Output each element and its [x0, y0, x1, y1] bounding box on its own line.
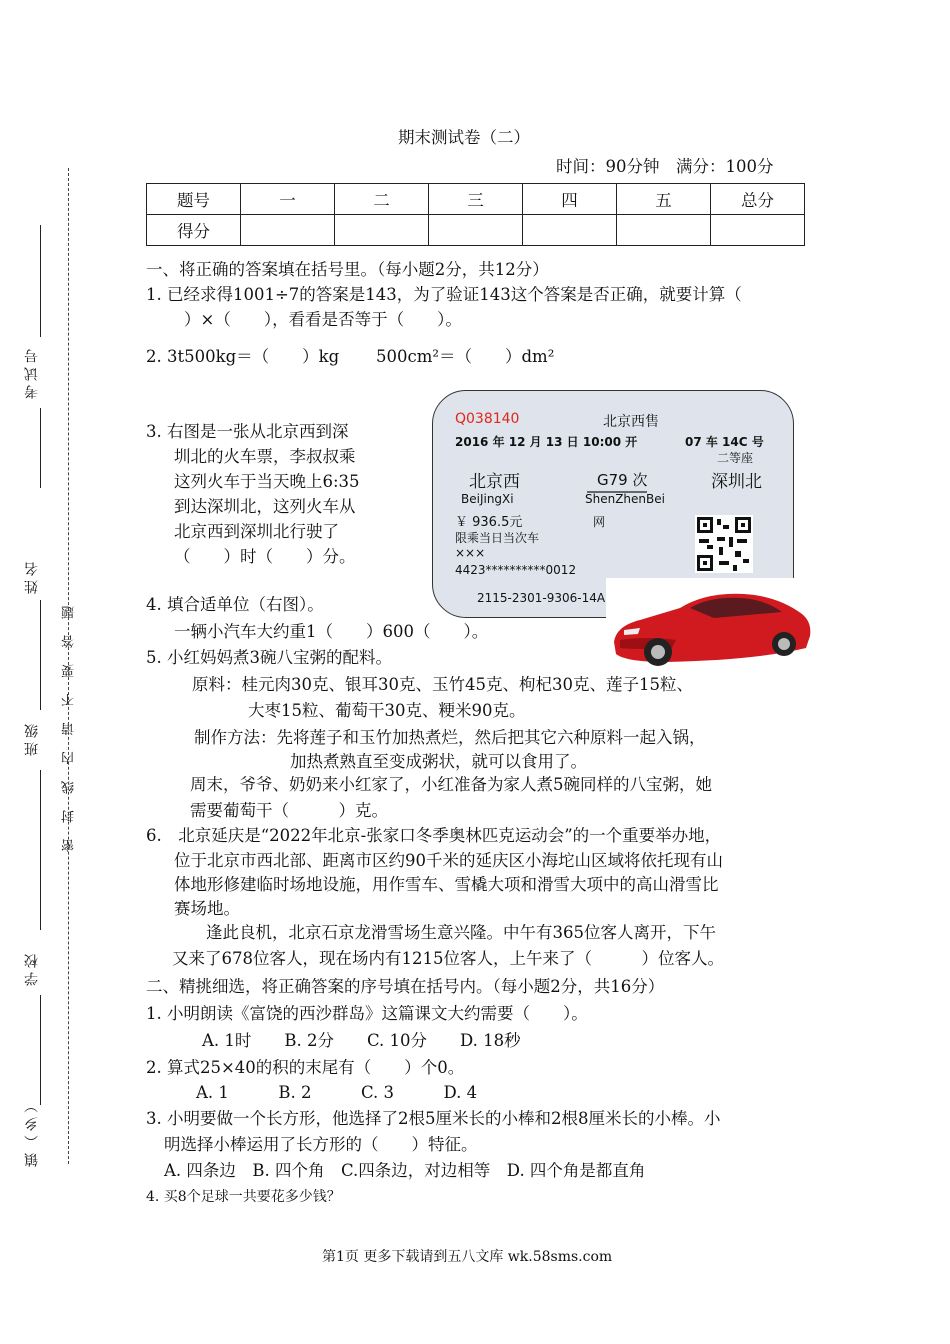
side-line-kaohao-2 — [40, 408, 42, 488]
s2-q3-options: A. 四条边 B. 四个角 C.四条边，对边相等 D. 四个角是都直角 — [164, 1161, 646, 1180]
score-cell: 得分 — [147, 215, 241, 246]
score-cell: 题号 — [147, 184, 241, 215]
s2-q4: 4. 买8个足球一共要花多少钱？ — [146, 1189, 341, 1205]
side-label-xuexiao: 学校 — [24, 950, 40, 986]
score-input-cell[interactable] — [523, 215, 617, 246]
s1-q6-line1: 6. 北京延庆是“2022年北京-张家口冬季奥林匹克运动会”的一个重要举办地， — [146, 826, 722, 845]
score-cell: 五 — [617, 184, 711, 215]
score-input-cell[interactable] — [429, 215, 523, 246]
score-cell: 三 — [429, 184, 523, 215]
red-car-image — [606, 578, 818, 672]
score-input-cell[interactable] — [241, 215, 335, 246]
side-line-xingming — [40, 600, 42, 710]
s2-q1: 1. 小明朗读《富饶的西沙群岛》这篇课文大约需要（ ）。 — [146, 1004, 588, 1023]
side-label-banji: 班级 — [24, 720, 40, 756]
score-table-header-row — [147, 184, 805, 215]
ticket-note: 限乘当日当次车 — [455, 531, 540, 545]
ticket-datetime: 2016 年 12 月 13 日 10:00 开 — [455, 435, 638, 449]
score-cell: 总分 — [711, 184, 805, 215]
ticket-name: ××× — [455, 546, 486, 560]
s1-q3-line: 到达深圳北，这列火车从 — [174, 497, 356, 516]
s2-q1-options: A. 1时 B. 2分 C. 10分 D. 18秒 — [202, 1031, 521, 1050]
section2-heading: 二、精挑细选，将正确答案的序号填在括号内。（每小题2分，共16分） — [146, 977, 665, 996]
score-input-cell[interactable] — [711, 215, 805, 246]
s1-q1-line1: 1. 已经求得1001÷7的答案是143，为了验证143这个答案是否正确，就要计算（ — [146, 285, 742, 304]
s1-q6-line5: 逢此良机，北京石京龙滑雪场生意兴隆。中午有365位客人离开，下午 — [206, 923, 716, 942]
ticket-seat-class: 二等座 — [717, 451, 754, 465]
s1-q5-line2: 原料：桂元肉30克、银耳30克、玉竹45克、枸杞30克、莲子15粒、 — [192, 675, 693, 694]
time-info: 时间：90分钟 满分：100分 — [556, 157, 774, 176]
seal-dashed-line — [68, 168, 69, 1164]
ticket-to-pinyin: ShenZhenBei — [585, 492, 665, 506]
ticket-net: 网 — [593, 515, 606, 529]
score-cell: 一 — [241, 184, 335, 215]
ticket-from-pinyin: BeiJingXi — [461, 492, 514, 506]
ticket-train: G79 次 — [597, 471, 648, 489]
s1-q5-line1: 5. 小红妈妈煮3碗八宝粥的配料。 — [146, 648, 392, 667]
s1-q3-line: 3. 右图是一张从北京西到深 — [146, 422, 349, 441]
s1-q2-a: 2. 3t500kg＝（ ）kg — [146, 347, 340, 366]
seal-line-note: 密 封 线 内 请 不 要 答 题 — [62, 600, 77, 853]
page-title: 期末测试卷（二） — [398, 128, 530, 147]
page-footer: 第1页 更多下载请到五八文库 wk.58sms.com — [322, 1249, 613, 1265]
s1-q4-line2: 一辆小汽车大约重1（ ）600（ ）。 — [174, 622, 489, 641]
qr-code-icon — [695, 515, 753, 573]
s1-q1-line2: ）×（ ），看看是否等于（ ）。 — [184, 310, 462, 329]
side-label-xingming: 姓名 — [24, 558, 40, 594]
score-cell: 二 — [335, 184, 429, 215]
s2-q2-options: A. 1 B. 2 C. 3 D. 4 — [196, 1083, 478, 1102]
score-input-cell[interactable] — [335, 215, 429, 246]
s1-q3-line: 北京西到深圳北行驶了 — [174, 522, 339, 541]
s1-q6-line2: 位于北京市西北部、距离市区约90千米的延庆区小海坨山区域将依托现有山 — [174, 851, 723, 870]
ticket-serial: 2115-2301-9306-14AD — [477, 591, 615, 605]
s1-q6-line4: 赛场地。 — [174, 899, 240, 918]
side-label-kaohao: 考试号 — [24, 345, 40, 399]
s1-q5-line6: 周末，爷爷、奶奶来小红家了，小红准备为家人煮5碗同样的八宝粥，她 — [190, 775, 712, 794]
ticket-seat: 07 车 14C 号 — [685, 435, 764, 449]
side-line-xuexiao — [40, 995, 42, 1105]
s1-q5-line7: 需要葡萄干（ ）克。 — [190, 801, 388, 820]
s1-q3-line: 这列火车于当天晚上6:35 — [174, 472, 360, 491]
side-line-kaohao — [40, 225, 42, 337]
score-table-score-row — [147, 215, 805, 246]
s2-q3-line1: 3. 小明要做一个长方形，他选择了2根5厘米长的小棒和2根8厘米长的小棒。小 — [146, 1109, 721, 1128]
score-input-cell[interactable] — [617, 215, 711, 246]
side-label-zhen: 镇（乡） — [24, 1095, 40, 1167]
section1-heading: 一、将正确的答案填在括号里。（每小题2分，共12分） — [146, 260, 549, 279]
score-cell: 四 — [523, 184, 617, 215]
s1-q3-line: 圳北的火车票，李叔叔乘 — [174, 447, 356, 466]
ticket-price: ￥ 936.5元 — [455, 515, 523, 530]
ticket-id: 4423**********0012 — [455, 563, 577, 577]
ticket-code: Q038140 — [455, 411, 520, 427]
s1-q3-line: （ ）时（ ）分。 — [174, 547, 356, 566]
ticket-seller: 北京西售 — [603, 414, 659, 430]
s1-q2-b: 500cm²＝（ ）dm² — [376, 347, 555, 366]
ticket-from: 北京西 — [469, 472, 520, 492]
ticket-to: 深圳北 — [711, 472, 762, 492]
s2-q3-line2: 明选择小棒运用了长方形的（ ）特征。 — [164, 1135, 478, 1154]
s1-q6-line6: 又来了678位客人，现在场内有1215位客人，上午来了（ ）位客人。 — [172, 949, 724, 968]
s2-q2: 2. 算式25×40的积的末尾有（ ）个0。 — [146, 1058, 465, 1077]
s1-q4-line1: 4. 填合适单位（右图）。 — [146, 595, 324, 614]
score-table — [146, 183, 805, 246]
s1-q6-line3: 体地形修建临时场地设施，用作雪车、雪橇大项和滑雪大项中的高山滑雪比 — [174, 875, 719, 894]
s1-q5-line5: 加热煮熟直至变成粥状，就可以食用了。 — [290, 752, 587, 771]
side-line-banji — [40, 770, 42, 930]
s1-q5-line3: 大枣15粒、葡萄干30克、粳米90克。 — [248, 701, 526, 720]
s1-q5-line4: 制作方法：先将莲子和玉竹加热煮烂，然后把其它六种原料一起入锅， — [194, 728, 706, 747]
